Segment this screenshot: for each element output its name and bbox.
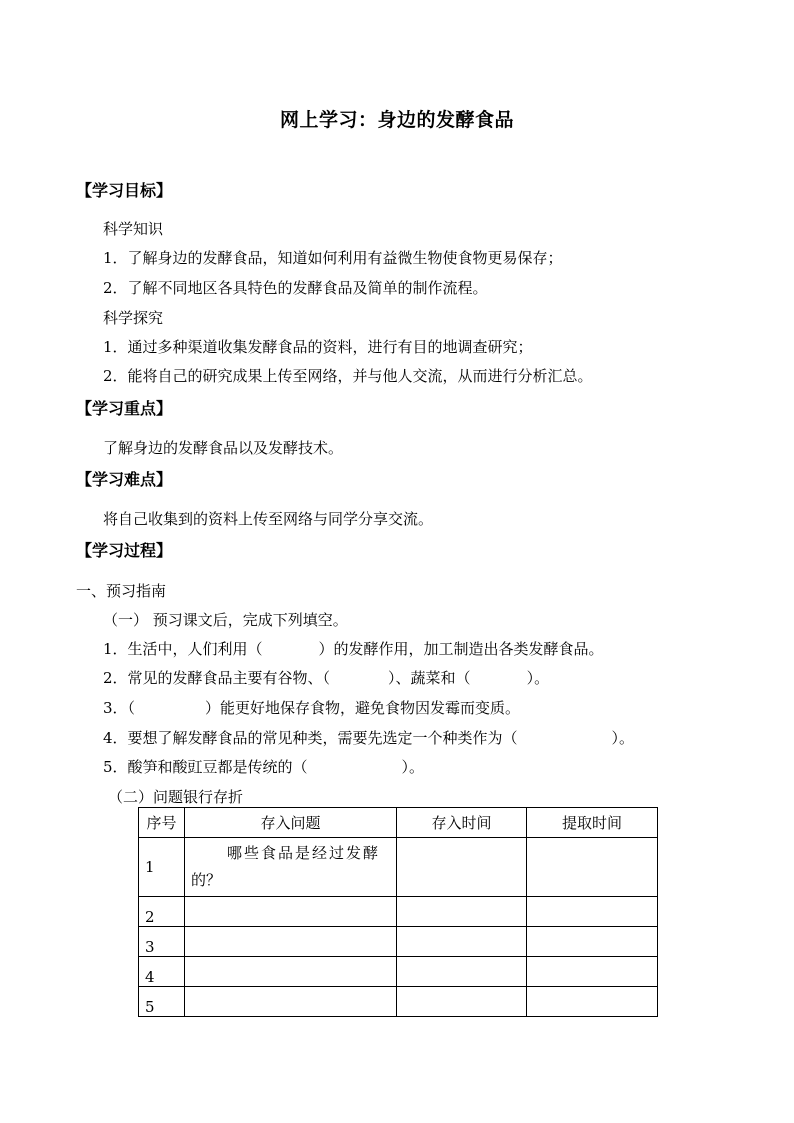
fill-question-4 [103,729,634,747]
row-question [185,838,397,897]
row-question [185,927,397,957]
q2-text-b: ）、蔬菜和（ [388,669,471,687]
table-row [139,987,658,1017]
difficulty-heading: 【学习难点】 [76,470,173,489]
q5-text-b: ）。 [401,758,425,776]
process-heading: 【学习过程】 [76,541,173,560]
q2-text-a: 2．常见的发酵食品主要有谷物、（ [103,669,331,687]
fill-question-3 [103,699,520,717]
row-withdraw-time [527,838,658,897]
inquiry-label: 科学探究 [103,309,164,327]
focus-heading: 【学习重点】 [76,399,173,418]
knowledge-item-2: 2．了解不同地区各具特色的发酵食品及简单的制作流程。 [103,279,488,297]
row-withdraw-time [527,957,658,987]
row-deposit-time [397,987,527,1017]
q1-text-b: ）的发酵作用，加工制造出各类发酵食品。 [318,640,604,658]
row-question [185,897,397,927]
row-question [185,987,397,1017]
inquiry-item-2: 2．能将自己的研究成果上传至网络，并与他人交流，从而进行分析汇总。 [103,367,593,385]
header-question: 存入问题 [185,808,397,838]
inquiry-item-1: 1．通过多种渠道收集发酵食品的资料，进行有目的地调查研究； [103,338,533,356]
header-no: 序号 [139,808,185,838]
q4-text-a: 4．要想了解发酵食品的常见种类，需要先选定一个种类作为（ [103,729,518,747]
knowledge-label: 科学知识 [103,220,164,238]
q3-text-a: 3．（ [103,699,136,717]
focus-text: 了解身边的发酵食品以及发酵技术。 [103,439,344,457]
q3-text-b: ）能更好地保存食物，避免食物因发霉而变质。 [205,699,521,717]
row-no: 5 [139,987,185,1017]
row-no: 4 [139,957,185,987]
difficulty-text: 将自己收集到的资料上传至网络与同学分享交流。 [103,510,434,528]
q2-text-c: ）。 [526,669,550,687]
question-bank-table [138,807,658,1017]
row-no: 3 [139,927,185,957]
row-deposit-time [397,838,527,897]
row-withdraw-time [527,927,658,957]
row-no: 2 [139,897,185,927]
sub-one-title: （一） 预习课文后，完成下列填空。 [103,611,348,629]
row-no: 1 [139,838,185,897]
row-deposit-time [397,897,527,927]
table-header-row [139,808,658,838]
header-withdraw-time: 提取时间 [527,808,658,838]
table-row [139,927,658,957]
row-withdraw-time [527,897,658,927]
q5-text-a: 5．酸笋和酸豇豆都是传统的（ [103,758,308,776]
table-row [139,897,658,927]
row-question-line-2: 的？ [191,871,222,889]
table-row [139,957,658,987]
fill-question-2 [103,669,549,687]
knowledge-item-1: 1．了解身边的发酵食品，知道如何利用有益微生物使食物更易保存； [103,249,563,267]
fill-question-1 [103,640,604,658]
fill-question-5 [103,758,424,776]
page-title: 网上学习：身边的发酵食品 [279,109,514,131]
sub-two-title: （二）问题银行存折 [108,788,244,806]
q4-text-b: ）。 [611,729,635,747]
row-question-line-1: 哪些食品是经过发酵 [227,844,381,862]
q1-text-a: 1．生活中，人们利用（ [103,640,263,658]
goals-heading: 【学习目标】 [76,181,173,200]
row-deposit-time [397,927,527,957]
table-row [139,838,658,897]
row-withdraw-time [527,987,658,1017]
section-one-title: 一、预习指南 [76,582,167,600]
row-question [185,957,397,987]
row-deposit-time [397,957,527,987]
header-deposit-time: 存入时间 [397,808,527,838]
